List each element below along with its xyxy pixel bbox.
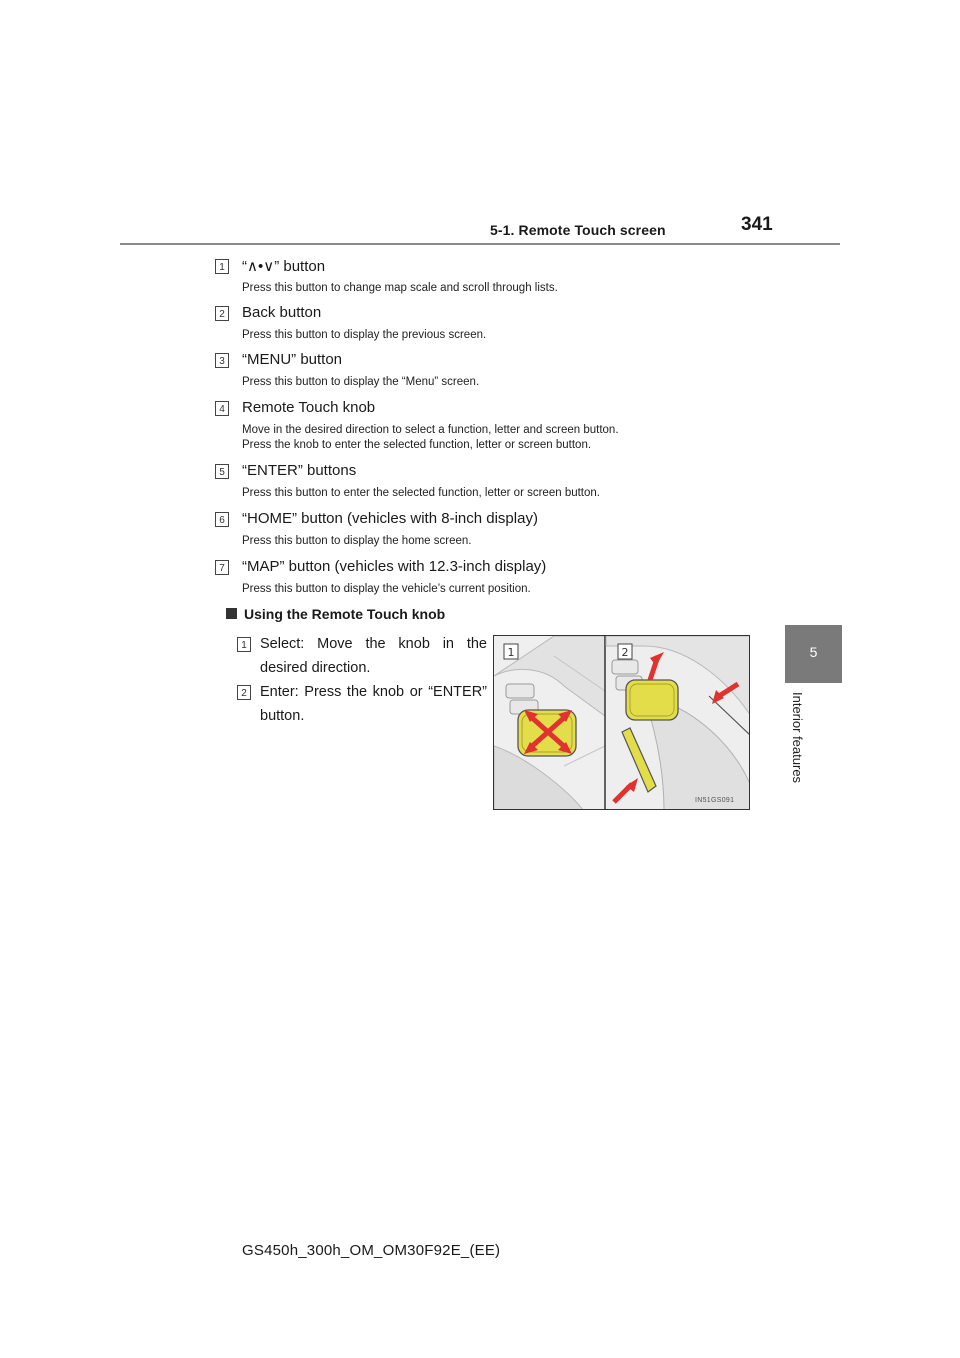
item-description: Press this button to display the vehicle’s current position.: [242, 583, 531, 595]
item-description: Press this button to display the home screen.: [242, 535, 472, 547]
item-number: 6: [215, 512, 229, 527]
item-description: Press this button to display the previous screen.: [242, 329, 487, 341]
item-title: “∧•∨” button: [242, 258, 326, 275]
item-description: Press this button to change map scale and scroll through lists.: [242, 282, 558, 294]
console-button-left-1: [506, 684, 534, 698]
item-number: 3: [215, 353, 229, 368]
step-number: 1: [237, 637, 251, 652]
document-id: GS450h_300h_OM_OM30F92E_(EE): [242, 1242, 501, 1259]
step-number: 2: [237, 685, 251, 700]
item-number: 1: [215, 259, 229, 274]
item-title: Remote Touch knob: [242, 399, 376, 416]
chapter-number: 5: [809, 644, 818, 660]
item-description: Press this button to display the “Menu” screen.: [242, 376, 480, 388]
step-text: Select: Move the knob in the desired direction.: [260, 636, 487, 676]
panel-label-1: 1: [507, 646, 515, 659]
subsection-title: Using the Remote Touch knob: [244, 606, 446, 622]
step-item: [237, 632, 487, 680]
page-number: 341: [741, 214, 773, 235]
panel-label-2: 2: [621, 646, 629, 659]
figure-code: IN51GS091: [695, 797, 735, 804]
square-bullet-icon: [226, 608, 237, 619]
item-title: “MAP” button (vehicles with 12.3-inch display): [242, 558, 547, 575]
item-title: “MENU” button: [242, 351, 343, 368]
item-title: Back button: [242, 304, 322, 321]
item-number: 7: [215, 560, 229, 575]
header-rule: [120, 243, 840, 245]
item-number: 4: [215, 401, 229, 416]
remote-touch-illustration: [493, 635, 750, 810]
subsection-heading: [226, 606, 445, 622]
item-title: “ENTER” buttons: [242, 462, 357, 479]
item-description: Press this button to enter the selected function, letter or screen button.: [242, 487, 600, 499]
item-number: 2: [215, 306, 229, 321]
chapter-label: Interior features: [790, 692, 805, 784]
remote-touch-drawing: [494, 636, 750, 810]
chapter-tab: [785, 625, 842, 683]
section-title: 5-1. Remote Touch screen: [490, 222, 666, 238]
item-description-2: Press the knob to enter the selected function, letter or screen button.: [242, 439, 592, 451]
page-header: [0, 0, 960, 250]
item-description: Move in the desired direction to select a function, letter and screen button.: [242, 424, 619, 436]
step-item: [237, 680, 487, 728]
item-number: 5: [215, 464, 229, 479]
console-button-right-1: [612, 660, 638, 674]
remote-touch-knob-right: [626, 680, 678, 720]
step-text: Enter: Press the knob or “ENTER” button.: [260, 684, 487, 724]
item-title: “HOME” button (vehicles with 8-inch display): [242, 510, 538, 527]
